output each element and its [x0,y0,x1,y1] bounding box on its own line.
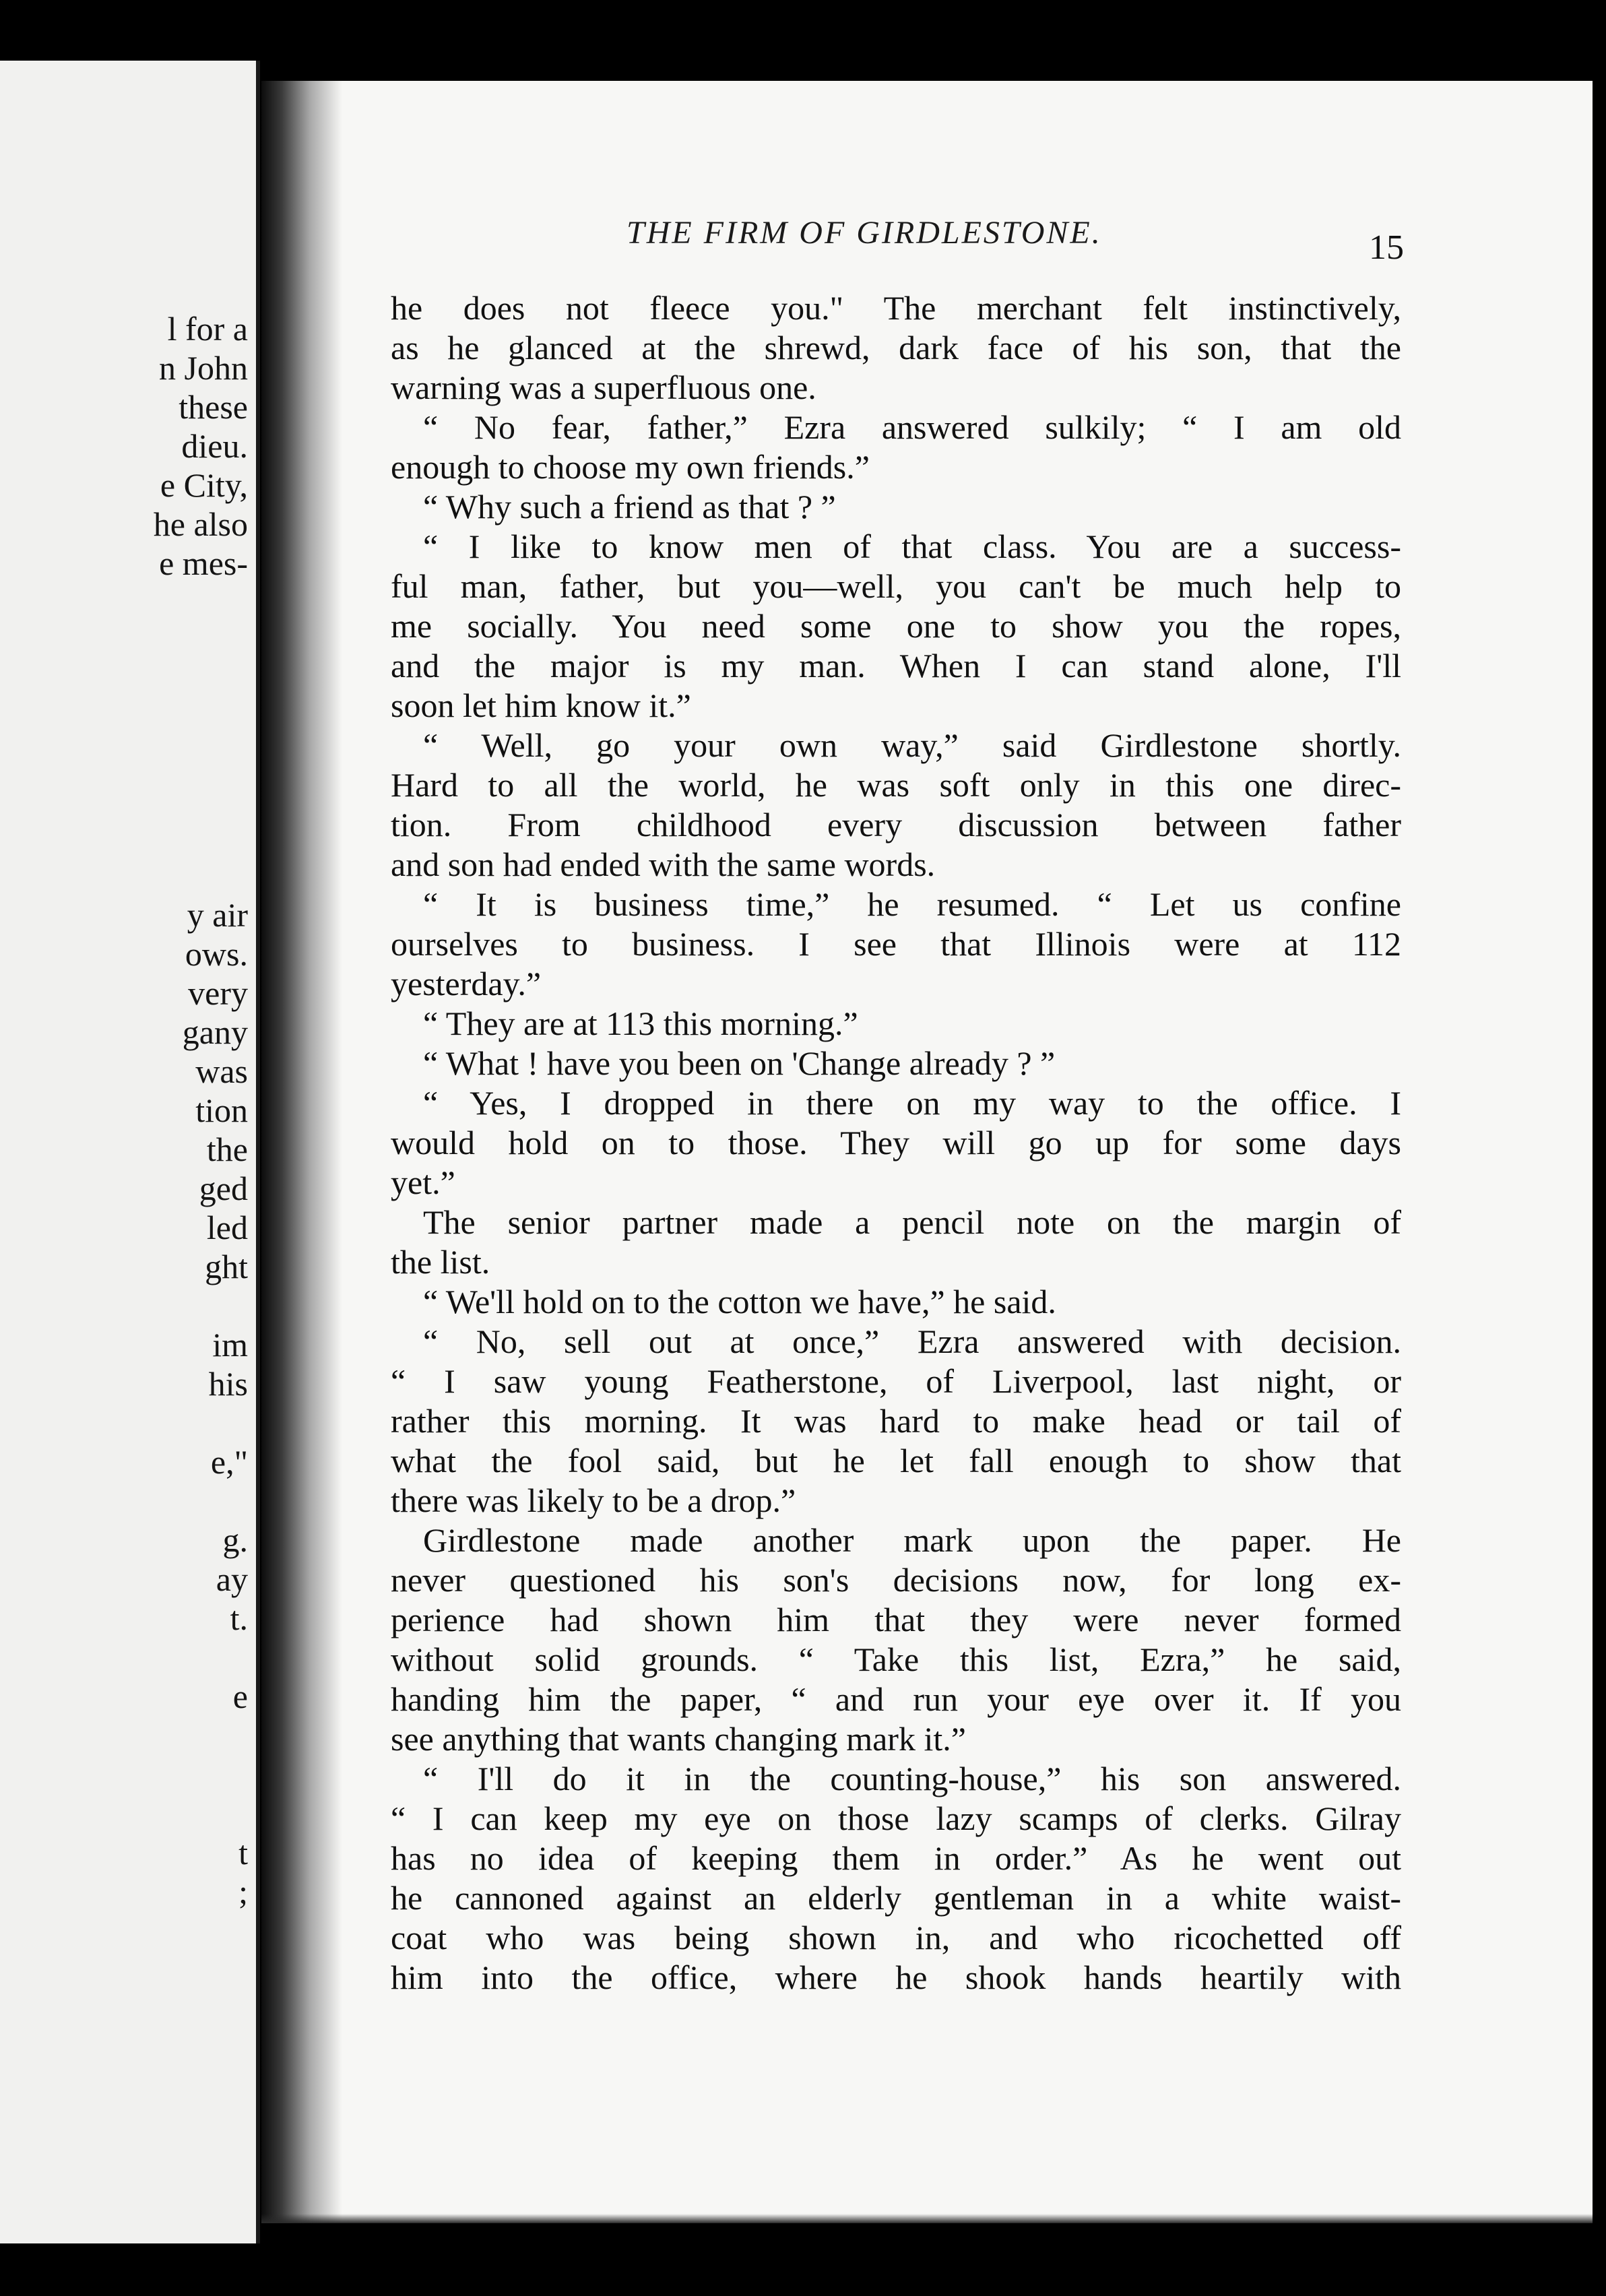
left-page-line: e City, [160,466,248,504]
text-line: “ It is business time,” he resumed. “ Let us confine [423,885,1401,923]
left-page-line: e mes- [159,544,248,582]
left-page-line: e," [210,1443,248,1481]
text-line: The senior partner made a pencil note on the margin of [423,1203,1401,1241]
left-page-line: ows. [185,935,248,973]
text-line: “ No, sell out at once,” Ezra answered with decision. [423,1322,1401,1360]
page-number: 15 [1369,228,1404,267]
text-line: “ I'll do it in the counting-house,” his son answered. [423,1760,1401,1797]
left-page-line: t [238,1834,248,1872]
text-line: “ What ! have you been on 'Change already ? ” [423,1044,1056,1082]
left-page-line: tion [195,1091,248,1129]
left-page-line: ged [199,1170,248,1207]
left-page-line: was [195,1052,248,1090]
text-line: see anything that wants changing mark it.” [391,1720,966,1758]
text-line: me socially. You need some one to show you the ropes, [391,607,1401,645]
left-page-line: e [232,1678,248,1715]
text-line: “ We'll hold on to the cotton we have,” he said. [423,1283,1056,1320]
text-line: without solid grounds. “ Take this list, Ezra,” he said, [391,1640,1401,1678]
text-line: “ Why such a friend as that ? ” [423,488,836,525]
running-head [364,135,1361,251]
left-page-line: his [208,1365,248,1403]
text-line: he cannoned against an elderly gentleman in a white waist- [391,1879,1401,1917]
left-page-line: ay [216,1560,248,1598]
text-line: ful man, father, but you—well, you can't be much help to [391,567,1401,605]
text-line: and son had ended with the same words. [391,846,936,883]
left-page-line: ; [238,1873,248,1911]
text-line: yet.” [391,1163,455,1201]
text-line: yesterday.” [391,965,542,1002]
text-line: the list. [391,1243,490,1281]
running-head-title: THE FIRM OF GIRDLESTONE. [627,215,1102,251]
left-page-line: gany [182,1013,248,1051]
text-line: enough to choose my own friends.” [391,448,870,486]
text-line: “ No fear, father,” Ezra answered sulkily; “ I am old [423,408,1401,446]
page-bottom-edge [261,2214,1593,2223]
text-line: ourselves to business. I see that Illinois were at 112 [391,925,1401,963]
text-line: “ Well, go your own way,” said Girdlestone shortly. [423,726,1401,764]
text-line: him into the office, where he shook hands heartily with [391,1958,1401,1996]
text-line: perience had shown him that they were never formed [391,1601,1401,1638]
left-page-line: y air [187,896,248,934]
body-text [391,288,1401,1998]
left-page-line: very [188,974,248,1012]
left-page-line: he also [153,505,248,543]
left-page-line: l for a [167,310,248,348]
text-line: Hard to all the world, he was soft only in this one direc- [391,766,1401,804]
text-line: “ I can keep my eye on those lazy scamps of clerks. Gilray [391,1799,1401,1837]
text-line: and the major is my man. When I can stand alone, I'll [391,647,1401,684]
text-line: “ They are at 113 this morning.” [423,1004,858,1042]
text-line: rather this morning. It was hard to make head or tail of [391,1402,1401,1440]
left-page-line: n John [159,349,248,387]
text-line: coat who was being shown in, and who ricochetted off [391,1919,1401,1956]
left-page-line: t. [230,1599,248,1637]
left-page-line: im [212,1326,248,1364]
text-line: warning was a superfluous one. [391,369,816,406]
left-page-line: these [179,388,248,426]
text-line: tion. From childhood every discussion between father [391,806,1401,843]
text-line: he does not fleece you." The merchant felt instinctively, [391,289,1401,327]
text-line: has no idea of keeping them in order.” As he went out [391,1839,1401,1877]
text-line: “ I like to know men of that class. You are a success- [423,528,1401,565]
text-line: “ Yes, I dropped in there on my way to the office. I [423,1084,1401,1122]
left-page-line: the [206,1130,248,1168]
left-page-line: dieu. [181,427,248,465]
left-page-line: led [206,1209,248,1246]
text-line: what the fool said, but he let fall enough to show that [391,1442,1401,1479]
gutter-shadow [261,81,342,2223]
text-line: as he glanced at the shrewd, dark face of his son, that the [391,329,1401,366]
left-page-line: g. [222,1521,248,1559]
text-line: soon let him know it.” [391,687,691,724]
left-page-line: ght [205,1248,248,1285]
text-line: never questioned his son's decisions now, for long ex- [391,1561,1401,1599]
text-line: handing him the paper, “ and run your eye over it. If you [391,1680,1401,1718]
text-line: would hold on to those. They will go up for some days [391,1124,1401,1161]
text-line: Girdlestone made another mark upon the paper. He [423,1521,1401,1559]
text-line: “ I saw young Featherstone, of Liverpool, last night, or [391,1362,1401,1400]
previous-page-fragment [0,61,260,2243]
text-line: there was likely to be a drop.” [391,1481,796,1519]
